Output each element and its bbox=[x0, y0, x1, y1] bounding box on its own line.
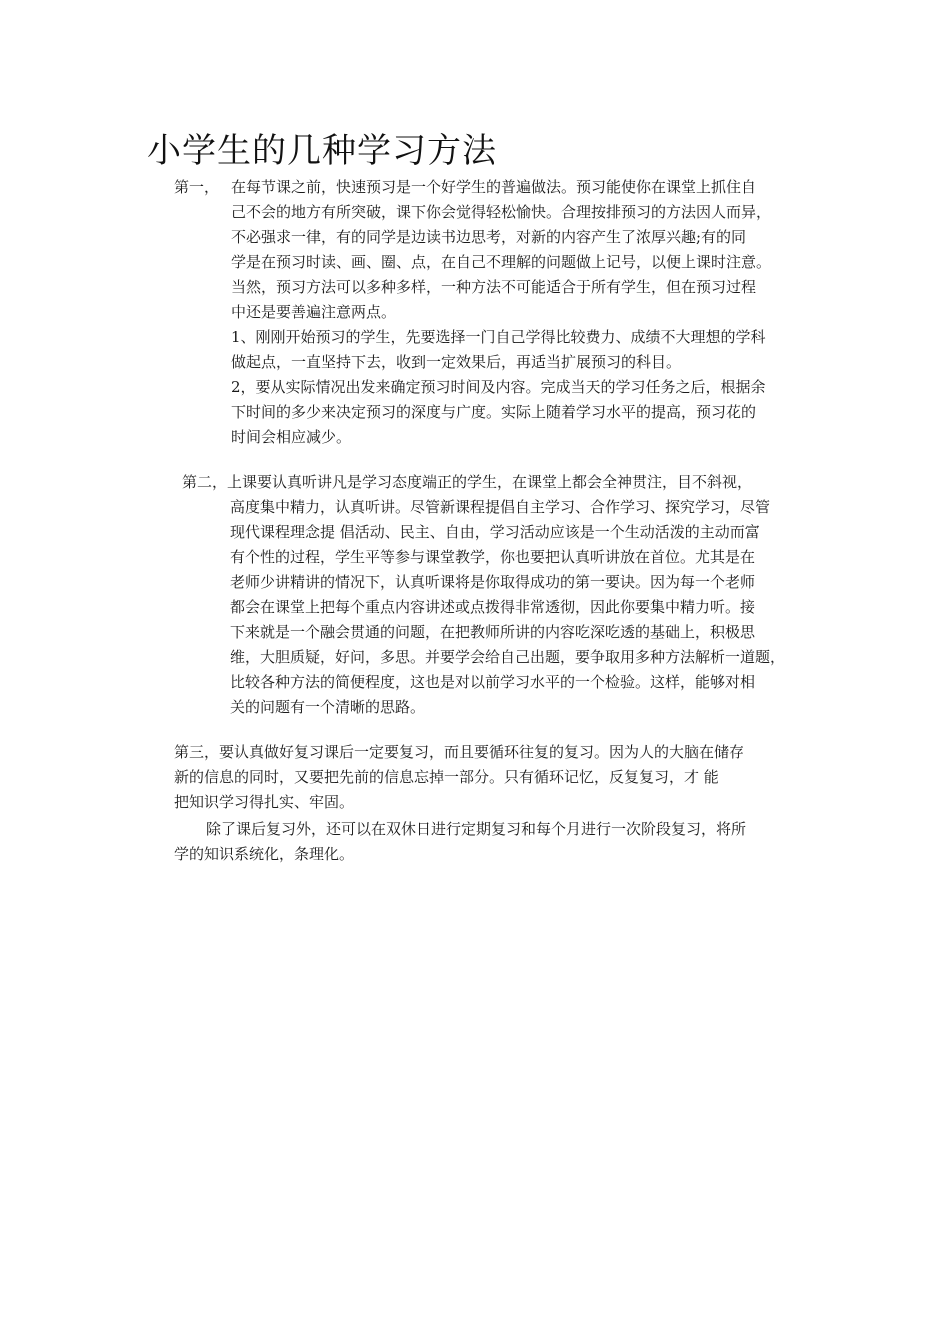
text-line: 当然，预习方法可以多种多样，一种方法不可能适合于所有学生，但在预习过程 bbox=[231, 278, 757, 296]
text-line: 学是在预习时读、画、圈、点，在自己不理解的问题做上记号，以便上课时注意。 bbox=[231, 253, 772, 271]
text-line: 第二，上课要认真听讲凡是学习态度端正的学生，在课堂上都会全神贯注，目不斜视， bbox=[182, 473, 753, 491]
section-four bbox=[174, 817, 746, 867]
text-line: 下来就是一个融会贯通的问题，在把教师所讲的内容吃深吃透的基础上，积极思 bbox=[230, 623, 756, 641]
text-line: 学的知识系统化，条理化。 bbox=[174, 845, 355, 863]
text-line: 有个性的过程，学生平等参与课堂教学，你也要把认真听讲放在首位。尤其是在 bbox=[230, 548, 756, 566]
text-line: 比较各种方法的简便程度，这也是对以前学习水平的一个检验。这样，能够对相 bbox=[230, 673, 756, 691]
text-line: 老师少讲精讲的情况下，认真听课将是你取得成功的第一要诀。因为每一个老师 bbox=[230, 573, 756, 591]
page-title: 小学生的几种学习方法 bbox=[147, 131, 497, 171]
text-line: 现代课程理念提 倡活动、民主、自由，学习活动应该是一个生动活泼的主动而富 bbox=[230, 523, 760, 541]
text-line: 维，大胆质疑，好问，多思。并要学会给自己出题，要争取用多种方法解析一道题， bbox=[230, 648, 786, 666]
text-line: 在每节课之前，快速预习是一个好学生的普遍做法。预习能使你在课堂上抓住自 bbox=[231, 178, 757, 196]
text-line: 把知识学习得扎实、牢固。 bbox=[174, 793, 355, 811]
text-line: 下时间的多少来决定预习的深度与广度。实际上随着学习水平的提高，预习花的 bbox=[231, 403, 757, 421]
section-one-label: 第一， bbox=[174, 178, 220, 196]
section-two bbox=[182, 470, 785, 720]
text-line: 关的问题有一个清晰的思路。 bbox=[230, 698, 426, 716]
section-one-body bbox=[231, 175, 831, 450]
text-line: 1、刚刚开始预习的学生，先要选择一门自己学得比较费力、成绩不大理想的学科 bbox=[231, 328, 766, 346]
text-line: 高度集中精力，认真听讲。尽管新课程提倡自主学习、合作学习、探究学习，尽管 bbox=[230, 498, 771, 516]
text-line: 时间会相应减少。 bbox=[231, 428, 352, 446]
text-line: 做起点，一直坚持下去，收到一定效果后，再适当扩展预习的科目。 bbox=[231, 353, 682, 371]
text-line: 己不会的地方有所突破，课下你会觉得轻松愉快。合理按排预习的方法因人而异， bbox=[231, 203, 772, 221]
text-line: 新的信息的同时，又要把先前的信息忘掉一部分。只有循环记忆，反复复习，才 能 bbox=[174, 768, 719, 786]
text-line: 中还是要善遍注意两点。 bbox=[231, 303, 397, 321]
text-line: 除了课后复习外，还可以在双休日进行定期复习和每个月进行一次阶段复习，将所 bbox=[206, 820, 747, 838]
text-line: 不必强求一律，有的同学是边读书边思考，对新的内容产生了浓厚兴趣;有的同 bbox=[231, 228, 747, 246]
text-line: 都会在课堂上把每个重点内容讲述或点拨得非常透彻，因此你要集中精力听。接 bbox=[230, 598, 756, 616]
section-three bbox=[174, 740, 744, 815]
text-line: 第三，要认真做好复习课后一定要复习，而且要循环往复的复习。因为人的大脑在储存 bbox=[174, 743, 745, 761]
text-line: 2，要从实际情况出发来确定预习时间及内容。完成当天的学习任务之后，根据余 bbox=[231, 378, 766, 396]
section-two-body bbox=[182, 470, 785, 720]
